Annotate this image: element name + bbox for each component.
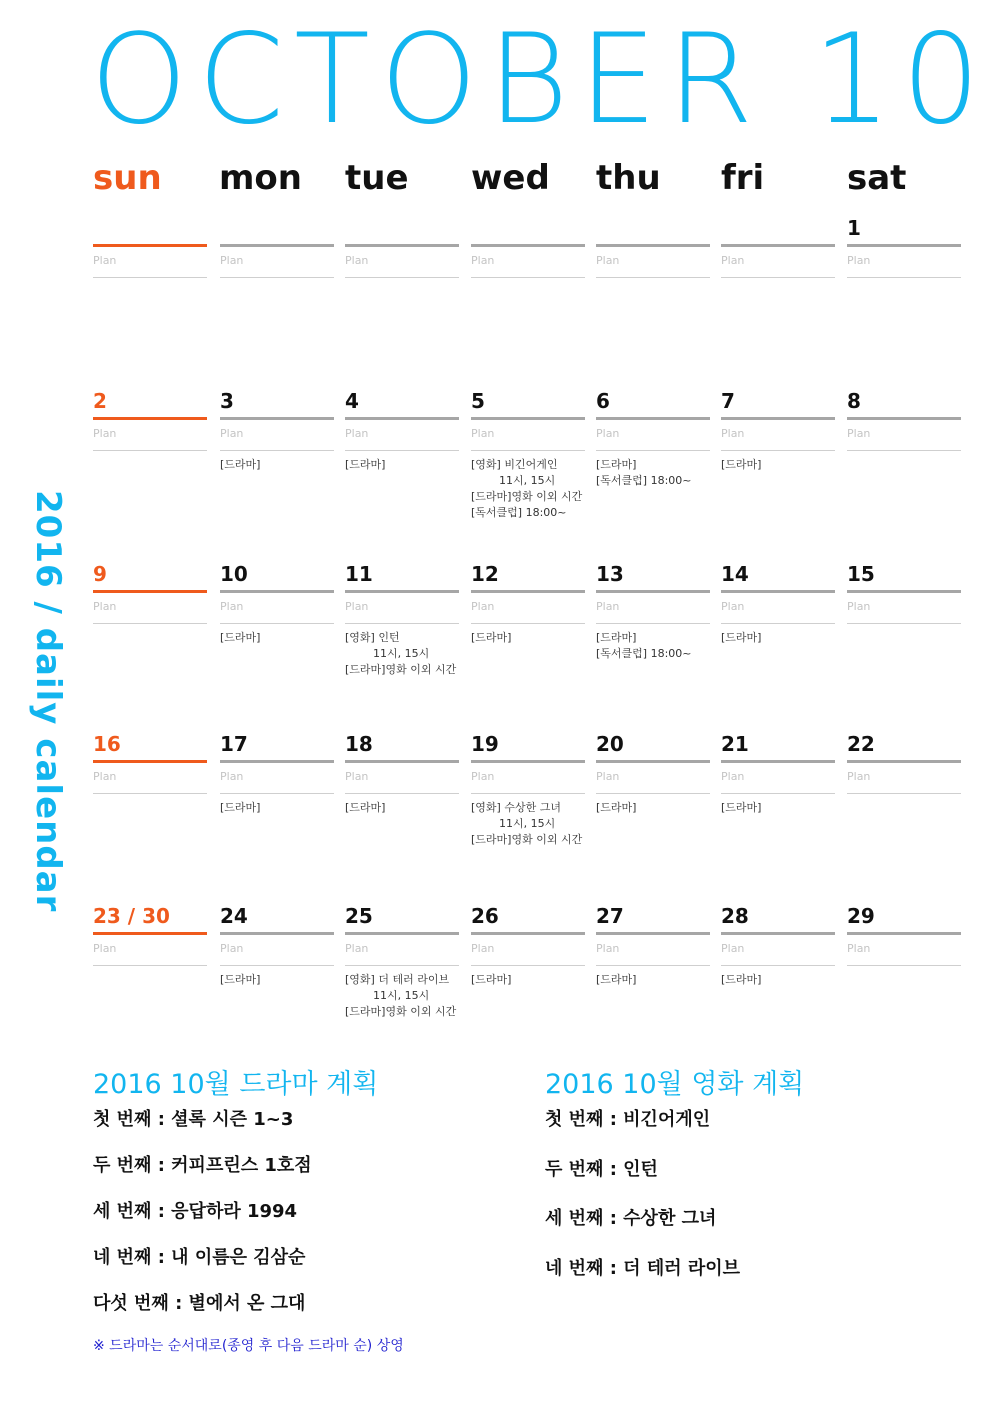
plan-label: Plan: [596, 942, 620, 955]
day-notes: [드라마]: [220, 973, 261, 986]
drama-plan-note: ※ 드라마는 순서대로(종영 후 다음 드라마 순) 상영: [93, 1338, 404, 1354]
movie-plan-item: 네 번째 : 더 테러 라이브: [545, 1258, 741, 1279]
plan-divider: [345, 965, 459, 966]
plan-label: Plan: [471, 254, 495, 267]
day-notes: [드라마]: [345, 801, 386, 814]
drama-plan-item: 두 번째 : 커피프린스 1호점: [93, 1155, 312, 1176]
day-number: 25: [345, 904, 373, 928]
weekday-mon: mon: [219, 158, 302, 198]
day-divider: [345, 760, 459, 763]
day-number: 28: [721, 904, 749, 928]
day-notes: [드라마]: [220, 801, 261, 814]
day-number: 7: [721, 389, 735, 413]
day-divider: [93, 417, 207, 420]
movie-plan-title: 2016 10월 영화 계획: [545, 1069, 805, 1100]
drama-plan-item: 첫 번째 : 셜록 시즌 1~3: [93, 1109, 294, 1130]
weekday-sat: sat: [847, 158, 907, 198]
day-divider: [93, 932, 207, 935]
day-number: 20: [596, 732, 624, 756]
side-label-container: [14, 490, 74, 930]
day-number: 12: [471, 562, 499, 586]
day-number: 3: [220, 389, 234, 413]
plan-label: Plan: [93, 770, 117, 783]
day-notes: [드라마]: [721, 973, 762, 986]
day-divider: [847, 417, 961, 420]
plan-divider: [93, 450, 207, 451]
plan-divider: [721, 277, 835, 278]
day-divider: [345, 417, 459, 420]
day-divider: [220, 760, 334, 763]
day-notes: [드라마]: [345, 458, 386, 471]
plan-divider: [220, 793, 334, 794]
plan-divider: [471, 623, 585, 624]
plan-divider: [847, 277, 961, 278]
plan-divider: [345, 623, 459, 624]
day-divider: [721, 244, 835, 247]
weekday-fri: fri: [721, 158, 765, 198]
day-divider: [721, 760, 835, 763]
plan-label: Plan: [596, 427, 620, 440]
plan-label: Plan: [721, 254, 745, 267]
day-number: 22: [847, 732, 875, 756]
plan-divider: [471, 277, 585, 278]
day-number: 17: [220, 732, 248, 756]
day-divider: [596, 760, 710, 763]
day-number: 8: [847, 389, 861, 413]
day-divider: [471, 590, 585, 593]
day-number: 1: [847, 216, 861, 240]
day-divider: [220, 590, 334, 593]
plan-label: Plan: [93, 942, 117, 955]
side-label: 2016 / daily calendar: [28, 490, 68, 913]
plan-divider: [847, 793, 961, 794]
day-number: 29: [847, 904, 875, 928]
day-notes: [드라마]: [596, 973, 637, 986]
plan-label: Plan: [220, 770, 244, 783]
day-number: 19: [471, 732, 499, 756]
day-divider: [847, 244, 961, 247]
day-number: 4: [345, 389, 359, 413]
day-divider: [345, 932, 459, 935]
plan-label: Plan: [93, 427, 117, 440]
plan-divider: [220, 623, 334, 624]
day-notes: [드라마]: [220, 458, 261, 471]
plan-label: Plan: [596, 254, 620, 267]
plan-label: Plan: [345, 427, 369, 440]
plan-divider: [847, 623, 961, 624]
plan-label: Plan: [471, 942, 495, 955]
plan-divider: [345, 793, 459, 794]
plan-divider: [220, 965, 334, 966]
day-divider: [345, 244, 459, 247]
day-notes: [드라마]: [721, 458, 762, 471]
day-number: 10: [220, 562, 248, 586]
day-notes: [드라마]: [471, 973, 512, 986]
plan-divider: [93, 793, 207, 794]
plan-divider: [220, 277, 334, 278]
day-number: 2: [93, 389, 107, 413]
day-divider: [471, 760, 585, 763]
plan-divider: [345, 450, 459, 451]
day-divider: [93, 244, 207, 247]
day-divider: [721, 590, 835, 593]
plan-label: Plan: [847, 942, 871, 955]
day-notes: [드라마]: [220, 631, 261, 644]
plan-label: Plan: [471, 427, 495, 440]
plan-divider: [93, 965, 207, 966]
plan-divider: [721, 623, 835, 624]
day-notes: [영화] 인턴 11시, 15시 [드라마]영화 이외 시간: [345, 631, 457, 676]
day-number: 21: [721, 732, 749, 756]
plan-label: Plan: [471, 600, 495, 613]
day-divider: [596, 244, 710, 247]
plan-divider: [345, 277, 459, 278]
day-notes: [영화] 더 테러 라이브 11시, 15시 [드라마]영화 이외 시간: [345, 973, 457, 1018]
calendar-title: OCTOBER 10: [90, 8, 991, 152]
day-number: 15: [847, 562, 875, 586]
plan-label: Plan: [93, 254, 117, 267]
weekday-sun: sun: [93, 158, 162, 198]
day-divider: [847, 590, 961, 593]
day-divider: [93, 760, 207, 763]
plan-label: Plan: [220, 254, 244, 267]
day-divider: [220, 932, 334, 935]
day-divider: [721, 417, 835, 420]
plan-divider: [721, 450, 835, 451]
plan-divider: [596, 793, 710, 794]
day-divider: [220, 417, 334, 420]
day-notes: [영화] 수상한 그녀 11시, 15시 [드라마]영화 이외 시간: [471, 801, 583, 846]
plan-divider: [93, 623, 207, 624]
plan-divider: [596, 965, 710, 966]
day-number: 16: [93, 732, 121, 756]
day-number: 9: [93, 562, 107, 586]
day-notes: [영화] 비긴어게인 11시, 15시 [드라마]영화 이외 시간 [독서클럽] 18:00~: [471, 458, 583, 519]
day-divider: [471, 932, 585, 935]
plan-label: Plan: [220, 427, 244, 440]
drama-plan-item: 세 번째 : 응답하라 1994: [93, 1201, 298, 1222]
plan-divider: [596, 623, 710, 624]
day-divider: [847, 760, 961, 763]
plan-divider: [220, 450, 334, 451]
plan-label: Plan: [847, 770, 871, 783]
plan-label: Plan: [93, 600, 117, 613]
weekday-header: [0, 158, 992, 198]
day-notes: [드라마] [독서클럽] 18:00~: [596, 631, 692, 660]
day-notes: [드라마]: [721, 801, 762, 814]
day-divider: [220, 244, 334, 247]
plan-label: Plan: [721, 600, 745, 613]
day-divider: [471, 244, 585, 247]
day-divider: [471, 417, 585, 420]
weekday-tue: tue: [345, 158, 409, 198]
day-divider: [93, 590, 207, 593]
plan-divider: [847, 965, 961, 966]
plan-divider: [471, 450, 585, 451]
plan-divider: [721, 793, 835, 794]
day-notes: [드라마] [독서클럽] 18:00~: [596, 458, 692, 487]
day-number: 14: [721, 562, 749, 586]
day-divider: [847, 932, 961, 935]
day-number: 5: [471, 389, 485, 413]
day-number: 24: [220, 904, 248, 928]
movie-plan-item: 세 번째 : 수상한 그녀: [545, 1208, 717, 1229]
day-divider: [596, 932, 710, 935]
plan-label: Plan: [721, 770, 745, 783]
plan-label: Plan: [721, 942, 745, 955]
day-number: 6: [596, 389, 610, 413]
drama-plan-title: 2016 10월 드라마 계획: [93, 1069, 379, 1100]
day-number: 18: [345, 732, 373, 756]
day-divider: [596, 417, 710, 420]
day-notes: [드라마]: [721, 631, 762, 644]
day-divider: [721, 932, 835, 935]
plan-label: Plan: [847, 254, 871, 267]
day-divider: [345, 590, 459, 593]
weekday-thu: thu: [596, 158, 661, 198]
day-number: 26: [471, 904, 499, 928]
movie-plan-item: 두 번째 : 인턴: [545, 1159, 658, 1180]
plan-divider: [847, 450, 961, 451]
day-divider: [596, 590, 710, 593]
day-number: 23 / 30: [93, 904, 170, 928]
drama-plan-item: 다섯 번째 : 별에서 온 그대: [93, 1293, 306, 1314]
plan-label: Plan: [847, 427, 871, 440]
plan-label: Plan: [345, 600, 369, 613]
plan-label: Plan: [721, 427, 745, 440]
plan-divider: [721, 965, 835, 966]
plan-label: Plan: [345, 254, 369, 267]
movie-plan-item: 첫 번째 : 비긴어게인: [545, 1109, 711, 1130]
day-number: 27: [596, 904, 624, 928]
plan-divider: [596, 277, 710, 278]
plan-label: Plan: [345, 942, 369, 955]
plan-label: Plan: [220, 600, 244, 613]
day-number: 11: [345, 562, 373, 586]
plan-divider: [471, 793, 585, 794]
plan-label: Plan: [596, 600, 620, 613]
drama-plan-item: 네 번째 : 내 이름은 김삼순: [93, 1247, 306, 1268]
plan-label: Plan: [847, 600, 871, 613]
plan-label: Plan: [220, 942, 244, 955]
plan-divider: [471, 965, 585, 966]
plan-divider: [596, 450, 710, 451]
plan-label: Plan: [471, 770, 495, 783]
day-notes: [드라마]: [596, 801, 637, 814]
plan-label: Plan: [345, 770, 369, 783]
weekday-wed: wed: [471, 158, 550, 198]
plan-divider: [93, 277, 207, 278]
day-number: 13: [596, 562, 624, 586]
day-notes: [드라마]: [471, 631, 512, 644]
plan-label: Plan: [596, 770, 620, 783]
